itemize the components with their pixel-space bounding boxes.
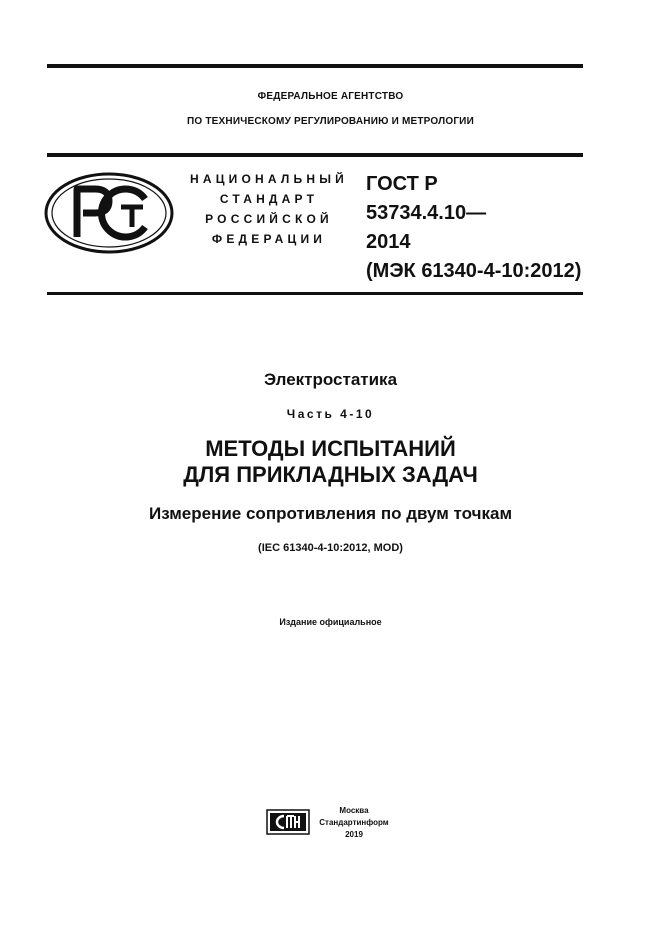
designation-line-3: 2014 — [366, 231, 411, 253]
topic-title: Электростатика — [263, 370, 398, 389]
part-number: Часть 4-10 — [286, 407, 375, 421]
top-rule — [47, 64, 583, 68]
main-title-line-2: ДЛЯ ПРИКЛАДНЫХ ЗАДАЧ — [183, 462, 478, 487]
standard-type-line-3: РОССИЙСКОЙ — [205, 212, 333, 226]
agency-line-2: ПО ТЕХНИЧЕСКОМУ РЕГУЛИРОВАНИЮ И МЕТРОЛОГИИ — [187, 116, 474, 127]
standard-type — [180, 169, 358, 249]
publisher-info — [314, 805, 394, 841]
designation-line-4: (МЭК 61340-4-10:2012) — [366, 260, 582, 282]
header-bottom-rule — [47, 292, 583, 295]
designation-line-2: 53734.4.10— — [366, 202, 487, 224]
edition-note: Издание официальное — [279, 617, 382, 627]
standartinform-logo-icon — [266, 809, 310, 840]
main-title-line-1: МЕТОДЫ ИСПЫТАНИЙ — [205, 436, 456, 461]
publisher-city: Москва — [339, 806, 369, 815]
iec-reference: (IEC 61340-4-10:2012, MOD) — [258, 542, 403, 554]
designation — [366, 170, 581, 286]
standard-type-line-2: СТАНДАРТ — [219, 192, 319, 206]
header-top-rule — [47, 153, 583, 157]
standard-type-line-1: НАЦИОНАЛЬНЫЙ — [189, 172, 349, 186]
subtitle: Измерение сопротивления по двум точкам — [148, 504, 513, 523]
publisher-year: 2019 — [345, 830, 363, 839]
standard-type-line-4: ФЕДЕРАЦИИ — [211, 232, 327, 246]
designation-line-1: ГОСТ Р — [366, 173, 438, 195]
publisher-name: Стандартинформ — [319, 818, 389, 827]
agency-line-1: ФЕДЕРАЛЬНОЕ АГЕНТСТВО — [257, 91, 404, 102]
rst-conformity-mark-icon — [43, 171, 175, 260]
